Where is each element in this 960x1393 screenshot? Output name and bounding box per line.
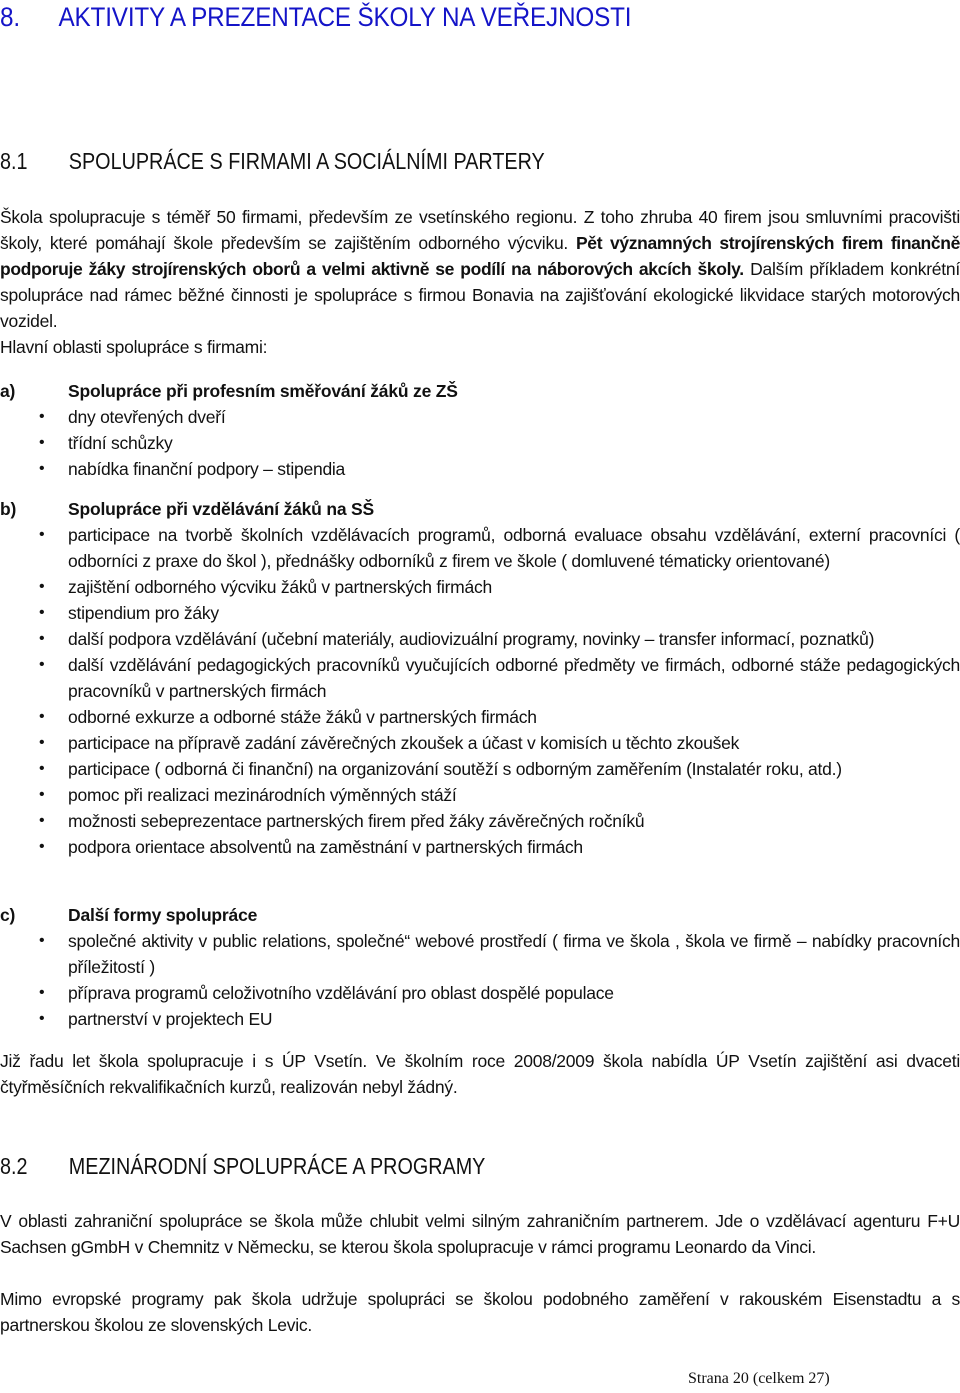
chapter-title: AKTIVITY A PREZENTACE ŠKOLY NA VEŘEJNOSTI [58, 2, 632, 32]
section-title: MEZINÁRODNÍ SPOLUPRÁCE A PROGRAMY [68, 1153, 486, 1179]
bullet-icon: • [39, 604, 45, 621]
section-number: 8.2 [0, 1153, 28, 1179]
group-title: Další formy spolupráce [68, 905, 258, 925]
international-paragraph-1: V oblasti zahraniční spolupráce se škola může chlubit velmi silným zahraničním partnerem. Jde o vzdělávací agenturu F+U Sachsen gGmbH v Chemnitz v Německu, se kterou škola spolupracuje v rámci programu Leonardo da Vinci. [0, 1211, 960, 1257]
group-letter: a) [0, 381, 16, 401]
list-item: • partnerství v projektech EU [0, 1006, 960, 1032]
group-letter: b) [0, 499, 17, 519]
group-letter: c) [0, 905, 16, 925]
list-item: • participace na tvorbě školních vzdělávacích programů, odborná evaluace obsahu vzdělávání, externí pracovníci ( odborníci z praxe do škol ), přednášky odborníků z firem ve škole ( domluvené tématicky orientované) [0, 522, 960, 574]
bullet-icon: • [39, 1010, 45, 1027]
chapter-number: 8. [0, 2, 20, 32]
list-item: • pomoc při realizaci mezinárodních výměnných stáží [0, 782, 960, 808]
list-item: • příprava programů celoživotního vzdělávání pro oblast dospělé populace [0, 980, 960, 1006]
bullet-icon: • [39, 526, 45, 543]
intro-text: Škola spolupracuje s téměř 50 firmami, především ze vsetínského regionu. Z toho zhruba 40 firem jsou smluvními pracovišti školy, které pomáhají škole především se zajištěním odborného výcviku. [0, 207, 960, 253]
bullet-list [0, 928, 960, 1032]
bullet-icon: • [39, 984, 45, 1001]
bullet-list [0, 522, 960, 860]
bullet-icon: • [39, 760, 45, 777]
list-item: • participace na přípravě zadání závěrečných zkoušek a účast v komisích u těchto zkoušek [0, 730, 960, 756]
bullet-icon: • [39, 932, 45, 949]
closing-paragraph: Již řadu let škola spolupracuje i s ÚP Vsetín. Ve školním roce 2008/2009 škola nabídla ÚP Vsetín zajištění asi dvaceti čtyřměsíčních rekvalifikačních kurzů, realizován nebyl žádný. [0, 1051, 960, 1097]
group-c [0, 902, 960, 1032]
areas-label: Hlavní oblasti spolupráce s firmami: [0, 337, 268, 357]
chapter-heading [0, 2, 631, 33]
list-item: • společné aktivity v public relations, společné“ webové prostředí ( firma ve škola , škola ve firmě – nabídky pracovních příležitostí ) [0, 928, 960, 980]
intro-tail-text: Dalším příkladem konkrétní spolupráce nad rámec běžné činnosti je spolupráce s firmou Bonavia na zajišťování ekologické likvidace starých motorových vozidel. [0, 259, 960, 331]
group-heading [0, 378, 960, 404]
bullet-icon: • [39, 578, 45, 595]
section-title: SPOLUPRÁCE S FIRMAMI A SOCIÁLNÍMI PARTERY [68, 148, 545, 174]
intro-bold-text: Pět významných strojírenských firem finančně podporuje žáky strojírenských oborů a velmi aktivně se podílí na náborových akcích školy. [0, 233, 960, 279]
bullet-icon: • [39, 434, 45, 451]
intro-paragraph [0, 204, 960, 334]
group-heading [0, 902, 960, 928]
bullet-list [0, 404, 960, 482]
international-paragraph-2: Mimo evropské programy pak škola udržuje spolupráci se školou podobného zaměření v rakouském Eisenstadtu a s partnerskou školou ze slovenských Levic. [0, 1289, 960, 1335]
list-item: • odborné exkurze a odborné stáže žáků v partnerských firmách [0, 704, 960, 730]
group-title: Spolupráce při vzdělávání žáků na SŠ [68, 499, 374, 519]
list-item: • stipendium pro žáky [0, 600, 960, 626]
bullet-icon: • [39, 460, 45, 477]
bullet-icon: • [39, 656, 45, 673]
list-item: • nabídka finanční podpory – stipendia [0, 456, 960, 482]
bullet-icon: • [39, 734, 45, 751]
bullet-icon: • [39, 630, 45, 647]
section-heading-8-1 [0, 148, 545, 175]
page-number-footer: Strana 20 (celkem 27) [688, 1370, 830, 1387]
list-item: • zajištění odborného výcviku žáků v partnerských firmách [0, 574, 960, 600]
bullet-icon: • [39, 708, 45, 725]
group-b [0, 496, 960, 860]
list-item: • možnosti sebeprezentace partnerských firem před žáky závěrečných ročníků [0, 808, 960, 834]
list-item: • další podpora vzdělávání (učební materiály, audiovizuální programy, novinky – transfer informací, poznatků) [0, 626, 960, 652]
bullet-icon: • [39, 838, 45, 855]
list-item: • třídní schůzky [0, 430, 960, 456]
section-heading-8-2 [0, 1153, 485, 1180]
list-item: • další vzdělávání pedagogických pracovníků vyučujících odborné předměty ve firmách, odborné stáže pedagogických pracovníků v partnerských firmách [0, 652, 960, 704]
group-title: Spolupráce při profesním směřování žáků ze ZŠ [68, 381, 458, 401]
list-item: • participace ( odborná či finanční) na organizování soutěží s odborným zaměřením (Instalatér roku, atd.) [0, 756, 960, 782]
group-heading [0, 496, 960, 522]
group-a [0, 378, 960, 482]
list-item: • podpora orientace absolventů na zaměstnání v partnerských firmách [0, 834, 960, 860]
bullet-icon: • [39, 786, 45, 803]
bullet-icon: • [39, 408, 45, 425]
section-number: 8.1 [0, 148, 28, 174]
list-item: • dny otevřených dveří [0, 404, 960, 430]
bullet-icon: • [39, 812, 45, 829]
